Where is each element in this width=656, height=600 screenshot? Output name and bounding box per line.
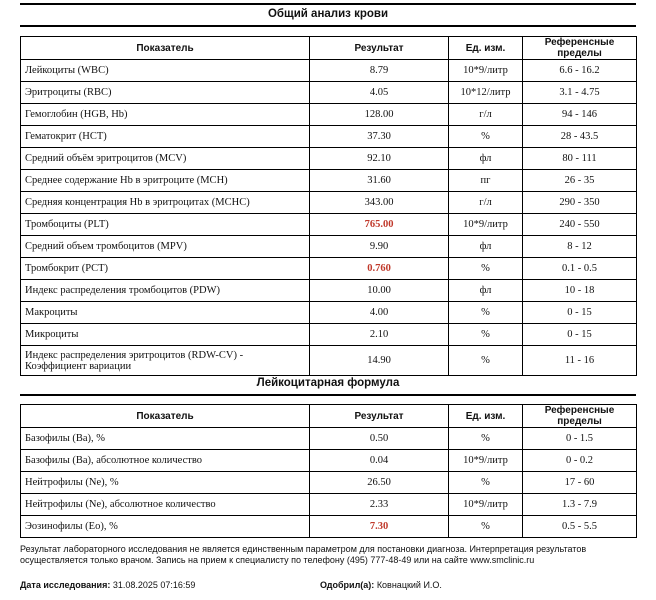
reference-cell: 10 - 18 xyxy=(523,280,637,302)
table-row xyxy=(21,82,637,104)
result-cell: 765.00 xyxy=(310,214,449,236)
table-row xyxy=(21,346,637,376)
result-cell: 0.50 xyxy=(310,428,449,450)
result-cell: 10.00 xyxy=(310,280,449,302)
study-date xyxy=(20,580,195,590)
table-row xyxy=(21,428,637,450)
table-row xyxy=(21,104,637,126)
study-date-value: 31.08.2025 07:16:59 xyxy=(112,580,196,590)
reference-cell: 8 - 12 xyxy=(523,236,637,258)
unit-cell: пг xyxy=(449,170,523,192)
unit-cell: 10*9/литр xyxy=(449,214,523,236)
reference-cell: 94 - 146 xyxy=(523,104,637,126)
indicator-cell: Средний объем тромбоцитов (MPV) xyxy=(21,236,310,258)
diff-header-row xyxy=(21,405,637,428)
cbc-header-row xyxy=(21,37,637,60)
disclaimer-note: Результат лабораторного исследования не является единственным параметром для постановки диагноза. Интерпретация результатов осуществляется только врачом. Запись на прием к специалисту по телефону (495) 777-48-49 или на сайте www.smclinic.ru xyxy=(20,544,587,565)
reference-cell: 0 - 15 xyxy=(523,302,637,324)
reference-cell: 240 - 550 xyxy=(523,214,637,236)
top-rule xyxy=(20,3,636,5)
indicator-cell: Индекс распределения эритроцитов (RDW-CV) - Коэффициент вариации xyxy=(21,346,310,376)
cbc-table xyxy=(20,36,637,376)
indicator-cell: Макроциты xyxy=(21,302,310,324)
table-row xyxy=(21,516,637,538)
indicator-cell: Лейкоциты (WBC) xyxy=(21,60,310,82)
reference-cell: 0 - 1.5 xyxy=(523,428,637,450)
table-row xyxy=(21,60,637,82)
header-reference: Референсные пределы xyxy=(523,37,637,60)
unit-cell: фл xyxy=(449,236,523,258)
table-row xyxy=(21,236,637,258)
table-row xyxy=(21,258,637,280)
indicator-cell: Индекс распределения тромбоцитов (PDW) xyxy=(21,280,310,302)
approved-by xyxy=(320,580,442,590)
header-indicator: Показатель xyxy=(21,37,310,60)
result-cell: 4.00 xyxy=(310,302,449,324)
indicator-cell: Эритроциты (RBC) xyxy=(21,82,310,104)
result-cell: 0.04 xyxy=(310,450,449,472)
result-cell: 0.760 xyxy=(310,258,449,280)
table-row xyxy=(21,280,637,302)
diff-title: Лейкоцитарная формула xyxy=(20,377,636,396)
unit-cell: фл xyxy=(449,280,523,302)
result-cell: 26.50 xyxy=(310,472,449,494)
result-cell: 128.00 xyxy=(310,104,449,126)
reference-cell: 6.6 - 16.2 xyxy=(523,60,637,82)
header-result: Результат xyxy=(310,405,449,428)
diff-table xyxy=(20,404,637,538)
header-unit: Ед. изм. xyxy=(449,405,523,428)
table-row xyxy=(21,192,637,214)
reference-cell: 1.3 - 7.9 xyxy=(523,494,637,516)
unit-cell: 10*12/литр xyxy=(449,82,523,104)
result-cell: 9.90 xyxy=(310,236,449,258)
indicator-cell: Гематокрит (HCT) xyxy=(21,126,310,148)
indicator-cell: Гемоглобин (HGB, Hb) xyxy=(21,104,310,126)
study-date-label: Дата исследования: xyxy=(20,580,111,590)
reference-cell: 0 - 0.2 xyxy=(523,450,637,472)
table-row xyxy=(21,214,637,236)
header-result: Результат xyxy=(310,37,449,60)
indicator-cell: Тромбоциты (PLT) xyxy=(21,214,310,236)
indicator-cell: Тромбокрит (PCT) xyxy=(21,258,310,280)
indicator-cell: Средний объём эритроцитов (MCV) xyxy=(21,148,310,170)
unit-cell: 10*9/литр xyxy=(449,494,523,516)
result-cell: 14.90 xyxy=(310,346,449,376)
indicator-cell: Среднее содержание Hb в эритроците (MCH) xyxy=(21,170,310,192)
unit-cell: % xyxy=(449,346,523,376)
indicator-cell: Микроциты xyxy=(21,324,310,346)
reference-cell: 80 - 111 xyxy=(523,148,637,170)
table-row xyxy=(21,450,637,472)
unit-cell: г/л xyxy=(449,192,523,214)
table-row xyxy=(21,126,637,148)
unit-cell: % xyxy=(449,302,523,324)
unit-cell: % xyxy=(449,258,523,280)
indicator-cell: Нейтрофилы (Ne), % xyxy=(21,472,310,494)
approved-value: Ковнацкий И.О. xyxy=(376,580,442,590)
result-cell: 31.60 xyxy=(310,170,449,192)
indicator-cell: Нейтрофилы (Ne), абсолютное количество xyxy=(21,494,310,516)
indicator-cell: Базофилы (Ba), абсолютное количество xyxy=(21,450,310,472)
unit-cell: г/л xyxy=(449,104,523,126)
indicator-cell: Эозинофилы (Eo), % xyxy=(21,516,310,538)
table-row xyxy=(21,148,637,170)
unit-cell: 10*9/литр xyxy=(449,450,523,472)
unit-cell: % xyxy=(449,472,523,494)
header-unit: Ед. изм. xyxy=(449,37,523,60)
result-cell: 2.33 xyxy=(310,494,449,516)
reference-cell: 17 - 60 xyxy=(523,472,637,494)
result-cell: 2.10 xyxy=(310,324,449,346)
reference-cell: 0 - 15 xyxy=(523,324,637,346)
result-cell: 8.79 xyxy=(310,60,449,82)
reference-cell: 290 - 350 xyxy=(523,192,637,214)
unit-cell: 10*9/литр xyxy=(449,60,523,82)
table-row xyxy=(21,170,637,192)
result-cell: 92.10 xyxy=(310,148,449,170)
header-indicator: Показатель xyxy=(21,405,310,428)
unit-cell: % xyxy=(449,428,523,450)
cbc-title: Общий анализ крови xyxy=(20,8,636,27)
unit-cell: % xyxy=(449,516,523,538)
table-row xyxy=(21,472,637,494)
approved-label: Одобрил(а): xyxy=(320,580,375,590)
result-cell: 37.30 xyxy=(310,126,449,148)
header-reference: Референсные пределы xyxy=(523,405,637,428)
reference-cell: 11 - 16 xyxy=(523,346,637,376)
reference-cell: 0.1 - 0.5 xyxy=(523,258,637,280)
unit-cell: % xyxy=(449,126,523,148)
table-row xyxy=(21,324,637,346)
result-cell: 343.00 xyxy=(310,192,449,214)
unit-cell: фл xyxy=(449,148,523,170)
reference-cell: 0.5 - 5.5 xyxy=(523,516,637,538)
result-cell: 4.05 xyxy=(310,82,449,104)
indicator-cell: Базофилы (Ba), % xyxy=(21,428,310,450)
reference-cell: 3.1 - 4.75 xyxy=(523,82,637,104)
table-row xyxy=(21,302,637,324)
indicator-cell: Средняя концентрация Hb в эритроцитах (MCHC) xyxy=(21,192,310,214)
table-row xyxy=(21,494,637,516)
reference-cell: 26 - 35 xyxy=(523,170,637,192)
result-cell: 7.30 xyxy=(310,516,449,538)
reference-cell: 28 - 43.5 xyxy=(523,126,637,148)
unit-cell: % xyxy=(449,324,523,346)
